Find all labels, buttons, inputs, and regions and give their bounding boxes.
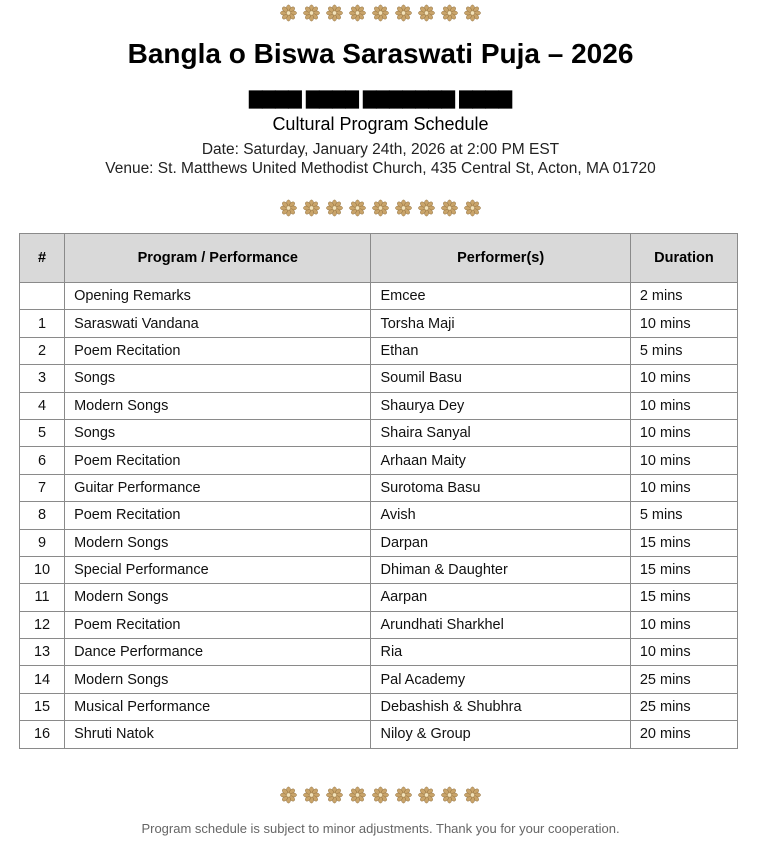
cell-duration: 5 mins <box>630 502 737 529</box>
table-row <box>20 584 738 611</box>
flower-icon <box>417 786 436 804</box>
table-row <box>20 365 738 392</box>
cell-performer: Pal Academy <box>371 666 630 693</box>
table-row <box>20 639 738 666</box>
flower-icon <box>325 199 344 217</box>
cell-performer: Darpan <box>371 529 630 556</box>
column-header-duration: Duration <box>630 234 737 283</box>
event-venue: Venue: St. Matthews United Methodist Church, 435 Central St, Acton, MA 01720 <box>105 160 656 177</box>
cell-performer: Debashish & Shubhra <box>371 693 630 720</box>
cell-performer: Arundhati Sharkhel <box>371 611 630 638</box>
table-header-row <box>20 234 738 283</box>
flower-icon <box>371 786 390 804</box>
cell-program: Saraswati Vandana <box>65 310 371 337</box>
cell-duration: 25 mins <box>630 693 737 720</box>
cell-number: 15 <box>20 693 65 720</box>
cell-number: 5 <box>20 419 65 446</box>
cell-number: 6 <box>20 447 65 474</box>
cell-duration: 10 mins <box>630 419 737 446</box>
table-row <box>20 337 738 364</box>
column-header-performer: Performer(s) <box>371 234 630 283</box>
cell-number: 14 <box>20 666 65 693</box>
cell-duration: 2 mins <box>630 283 737 310</box>
table-row <box>20 721 738 748</box>
cell-number: 4 <box>20 392 65 419</box>
flower-icon <box>394 199 413 217</box>
cell-duration: 15 mins <box>630 584 737 611</box>
flower-icon <box>463 786 482 804</box>
cell-program: Poem Recitation <box>65 611 371 638</box>
flower-icon <box>394 4 413 22</box>
cell-program: Poem Recitation <box>65 447 371 474</box>
cell-program: Opening Remarks <box>65 283 371 310</box>
cell-program: Shruti Natok <box>65 721 371 748</box>
cell-program: Modern Songs <box>65 529 371 556</box>
table-row <box>20 283 738 310</box>
cell-performer: Soumil Basu <box>371 365 630 392</box>
event-date: Date: Saturday, January 24th, 2026 at 2:00 PM EST <box>201 141 560 158</box>
table-row <box>20 392 738 419</box>
column-header-program: Program / Performance <box>65 234 371 283</box>
flower-icon <box>302 786 321 804</box>
cell-number: 8 <box>20 502 65 529</box>
flower-icon <box>371 4 390 22</box>
cell-number <box>20 283 65 310</box>
flower-icon <box>417 4 436 22</box>
cell-performer: Torsha Maji <box>371 310 630 337</box>
cell-number: 12 <box>20 611 65 638</box>
cell-number: 10 <box>20 556 65 583</box>
cell-duration: 10 mins <box>630 392 737 419</box>
cell-duration: 15 mins <box>630 556 737 583</box>
cell-duration: 10 mins <box>630 310 737 337</box>
flower-icon <box>279 4 298 22</box>
cell-duration: 10 mins <box>630 639 737 666</box>
flower-icon <box>348 786 367 804</box>
schedule-table <box>19 233 738 749</box>
flower-icon <box>348 199 367 217</box>
cell-performer: Aarpan <box>371 584 630 611</box>
page-title: Bangla o Biswa Saraswati Puja – 2026 <box>127 38 634 69</box>
cell-performer: Arhaan Maity <box>371 447 630 474</box>
cell-duration: 15 mins <box>630 529 737 556</box>
cell-program: Songs <box>65 419 371 446</box>
table-row <box>20 666 738 693</box>
table-row <box>20 529 738 556</box>
cell-duration: 20 mins <box>630 721 737 748</box>
flower-icon <box>463 199 482 217</box>
flower-icon <box>440 786 459 804</box>
ornament-top <box>0 4 761 22</box>
flower-icon <box>279 199 298 217</box>
cell-program: Modern Songs <box>65 666 371 693</box>
flower-icon <box>302 4 321 22</box>
column-header-number: # <box>20 234 65 283</box>
cell-duration: 10 mins <box>630 365 737 392</box>
table-row <box>20 310 738 337</box>
cell-performer: Emcee <box>371 283 630 310</box>
flower-icon <box>394 786 413 804</box>
cell-program: Special Performance <box>65 556 371 583</box>
cell-performer: Shaira Sanyal <box>371 419 630 446</box>
flower-icon <box>371 199 390 217</box>
cell-number: 7 <box>20 474 65 501</box>
cell-program: Poem Recitation <box>65 337 371 364</box>
cell-program: Modern Songs <box>65 584 371 611</box>
table-row <box>20 693 738 720</box>
bengali-title: ▇▇▇▇ ▇▇▇▇ ▇▇▇▇▇▇▇ ▇▇▇▇ <box>249 89 512 108</box>
flower-icon <box>417 199 436 217</box>
cell-program: Dance Performance <box>65 639 371 666</box>
cell-duration: 25 mins <box>630 666 737 693</box>
cell-performer: Niloy & Group <box>371 721 630 748</box>
cell-performer: Shaurya Dey <box>371 392 630 419</box>
cell-performer: Ethan <box>371 337 630 364</box>
flower-icon <box>279 786 298 804</box>
cell-number: 13 <box>20 639 65 666</box>
cell-performer: Surotoma Basu <box>371 474 630 501</box>
cell-program: Guitar Performance <box>65 474 371 501</box>
cell-duration: 10 mins <box>630 447 737 474</box>
cell-duration: 10 mins <box>630 474 737 501</box>
table-row <box>20 556 738 583</box>
cell-number: 9 <box>20 529 65 556</box>
cell-program: Musical Performance <box>65 693 371 720</box>
flower-icon <box>348 4 367 22</box>
page-subtitle: Cultural Program Schedule <box>272 114 489 134</box>
flower-icon <box>440 4 459 22</box>
flower-icon <box>440 199 459 217</box>
ornament-middle <box>0 199 761 217</box>
cell-duration: 10 mins <box>630 611 737 638</box>
flower-icon <box>325 4 344 22</box>
footer-note: Program schedule is subject to minor adjustments. Thank you for your cooperation. <box>141 821 620 836</box>
table-row <box>20 447 738 474</box>
cell-number: 2 <box>20 337 65 364</box>
cell-program: Songs <box>65 365 371 392</box>
cell-performer: Dhiman & Daughter <box>371 556 630 583</box>
cell-number: 3 <box>20 365 65 392</box>
table-row <box>20 419 738 446</box>
cell-program: Poem Recitation <box>65 502 371 529</box>
cell-performer: Avish <box>371 502 630 529</box>
cell-duration: 5 mins <box>630 337 737 364</box>
cell-program: Modern Songs <box>65 392 371 419</box>
flower-icon <box>302 199 321 217</box>
table-row <box>20 502 738 529</box>
table-row <box>20 611 738 638</box>
cell-number: 16 <box>20 721 65 748</box>
cell-performer: Ria <box>371 639 630 666</box>
ornament-bottom <box>0 786 761 804</box>
table-body <box>20 283 738 749</box>
table-row <box>20 474 738 501</box>
cell-number: 11 <box>20 584 65 611</box>
flower-icon <box>325 786 344 804</box>
flower-icon <box>463 4 482 22</box>
cell-number: 1 <box>20 310 65 337</box>
